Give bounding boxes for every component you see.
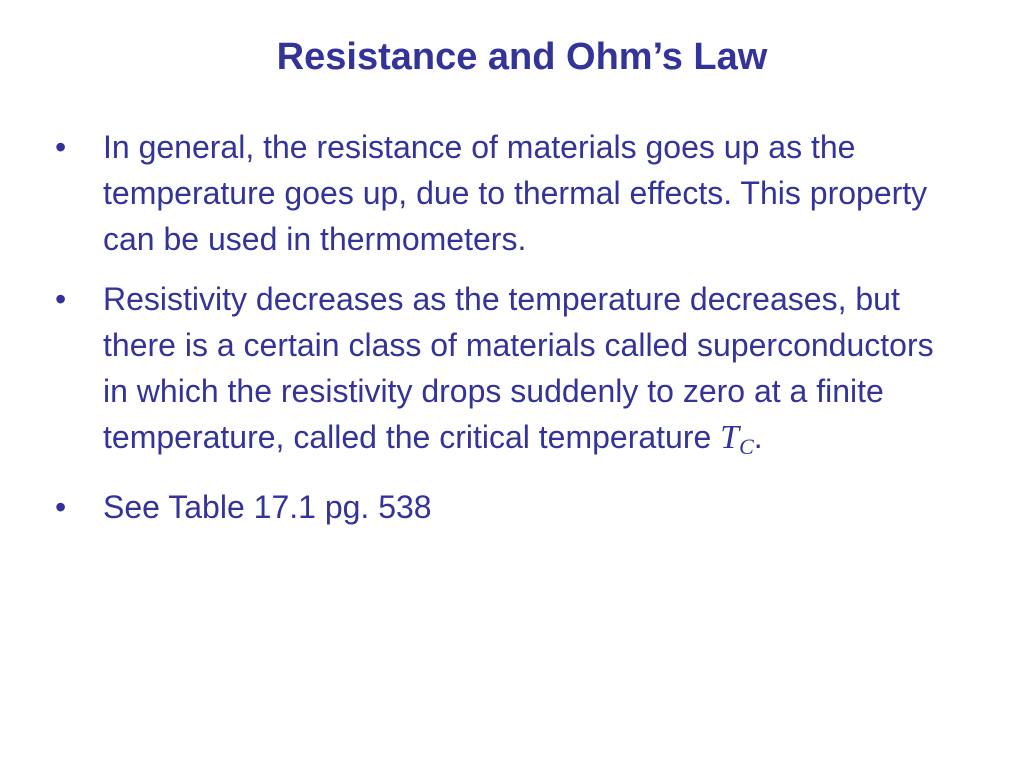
bullet-text: In general, the resistance of materials goes up as the temperature goes up, due to thermal effects. This property can be used in thermometers. [103,129,928,257]
bullet-text: Resistivity decreases as the temperature decreases, but there is a certain class of materials called superconductors in which the resistivity drops suddenly to zero at a finite temperature, called the critical temperature [103,281,934,455]
slide-title: Resistance and Ohm’s Law [276,36,768,78]
bullet-marker: • [55,489,67,525]
bullet-item-thermal-effects [55,124,955,262]
bullet-text: See Table 17.1 pg. 538 [103,489,432,525]
bullet-period: . [753,419,763,455]
critical-temperature-subscript: C [739,434,754,459]
bullet-marker: • [55,281,67,317]
critical-temperature-symbol: T [720,419,740,456]
bullet-item-table-reference [55,484,955,530]
bullet-marker: • [55,129,67,165]
bullet-item-superconductors [55,276,955,470]
bullet-list [55,124,955,544]
